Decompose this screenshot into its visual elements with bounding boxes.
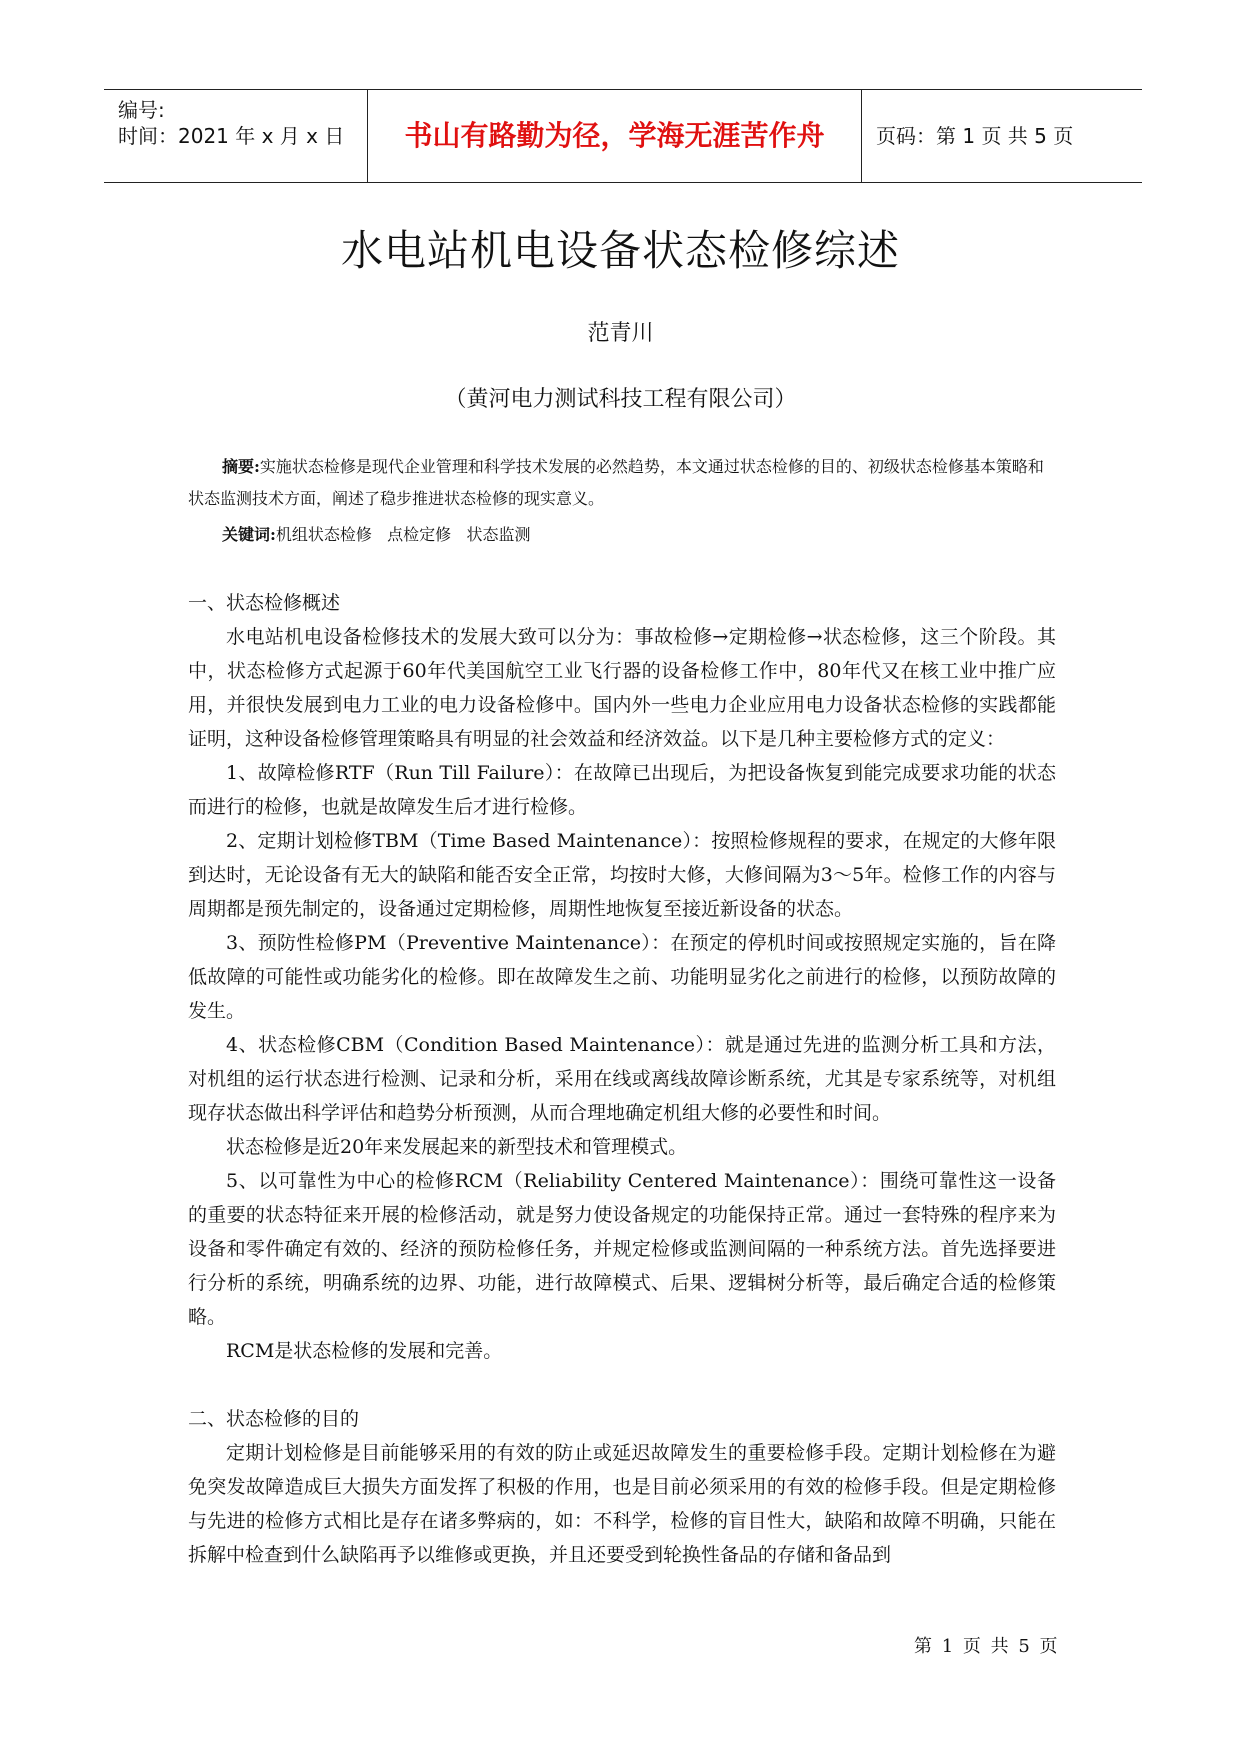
header-left-cell (104, 90, 368, 182)
time-label: 时间：2021 年 x 月 x 日 (118, 124, 345, 148)
paragraph: 状态检修是近20年来发展起来的新型技术和管理模式。 (226, 1136, 688, 1158)
document-body (188, 586, 1056, 1572)
header-right-cell (862, 90, 1142, 182)
header-page-info: 页码：第 1 页 共 5 页 (876, 124, 1074, 148)
header-motto-cell (368, 90, 862, 182)
section-spacer (188, 1368, 1056, 1402)
page-header (104, 89, 1142, 183)
page-footer: 第 1 页 共 5 页 (914, 1636, 1060, 1657)
section-heading: 一、状态检修概述 (188, 592, 341, 614)
paragraph: RCM是状态检修的发展和完善。 (226, 1340, 503, 1362)
keywords-text: 机组状态检修 点检定修 状态监测 (275, 525, 531, 544)
paragraph: 定期计划检修是目前能够采用的有效的防止或延迟故障发生的重要检修手段。定期计划检修在为避免突发故障造成巨大损失方面发挥了积极的作用，也是目前必须采用的有效的检修手段。但是定期检修与先进的检修方式相比是存在诸多弊病的，如：不科学，检修的盲目性大，缺陷和故障不明确，只能在拆解中检查到什么缺陷再予以维修或更换，并且还要受到轮换性备品的存储和备品到 (188, 1442, 1056, 1566)
keywords-label: 关键词: (222, 525, 276, 544)
section-heading: 二、状态检修的目的 (188, 1408, 360, 1430)
abstract (188, 451, 1056, 515)
paragraph: 4、状态检修CBM（Condition Based Maintenance）：就是通过先进的监测分析工具和方法，对机组的运行状态进行检测、记录和分析，采用在线或离线故障诊断系统，尤其是专家系统等，对机组现存状态做出科学评估和趋势分析预测，从而合理地确定机组大修的必要性和时间。 (188, 1034, 1056, 1124)
document-title: 水电站机电设备状态检修综述 (340, 226, 900, 275)
paragraph: 水电站机电设备检修技术的发展大致可以分为：事故检修→定期检修→状态检修，这三个阶段。其中，状态检修方式起源于60年代美国航空工业飞行器的设备检修工作中，80年代又在核工业中推广应用，并很快发展到电力工业的电力设备检修中。国内外一些电力企业应用电力设备状态检修的实践都能证明，这种设备检修管理策略具有明显的社会效益和经济效益。以下是几种主要检修方式的定义： (188, 626, 1056, 750)
abstract-text: 实施状态检修是现代企业管理和科学技术发展的必然趋势，本文通过状态检修的目的、初级状态检修基本策略和状态监测技术方面，阐述了稳步推进状态检修的现实意义。 (188, 457, 1044, 508)
motto: 书山有路勤为径，学海无涯苦作舟 (404, 119, 825, 152)
paragraph: 2、定期计划检修TBM（Time Based Maintenance）：按照检修规程的要求，在规定的大修年限到达时，无论设备有无大的缺陷和能否安全正常，均按时大修，大修间隔为3～5年。检修工作的内容与周期都是预先制定的，设备通过定期检修，周期性地恢复至接近新设备的状态。 (188, 830, 1056, 920)
keywords (222, 519, 530, 551)
abstract-label: 摘要: (222, 457, 260, 476)
paragraph: 1、故障检修RTF（Run Till Failure）：在故障已出现后，为把设备恢复到能完成要求功能的状态而进行的检修，也就是故障发生后才进行检修。 (188, 762, 1056, 818)
paragraph: 5、以可靠性为中心的检修RCM（Reliability Centered Maintenance）：围绕可靠性这一设备的重要的状态特征来开展的检修活动，就是努力使设备规定的功能保持正常。通过一套特殊的程序来为设备和零件确定有效的、经济的预防检修任务，并规定检修或监测间隔的一种系统方法。首先选择要进行分析的系统，明确系统的边界、功能，进行故障模式、后果、逻辑树分析等，最后确定合适的检修策略。 (188, 1170, 1056, 1328)
affiliation: （黄河电力测试科技工程有限公司） (444, 387, 797, 412)
number-label: 编号: (118, 98, 165, 122)
paragraph: 3、预防性检修PM（Preventive Maintenance）：在预定的停机时间或按照规定实施的，旨在降低故障的可能性或功能劣化的检修。即在故障发生之前、功能明显劣化之前进行的检修，以预防故障的发生。 (188, 932, 1056, 1022)
author: 范青川 (587, 321, 654, 346)
